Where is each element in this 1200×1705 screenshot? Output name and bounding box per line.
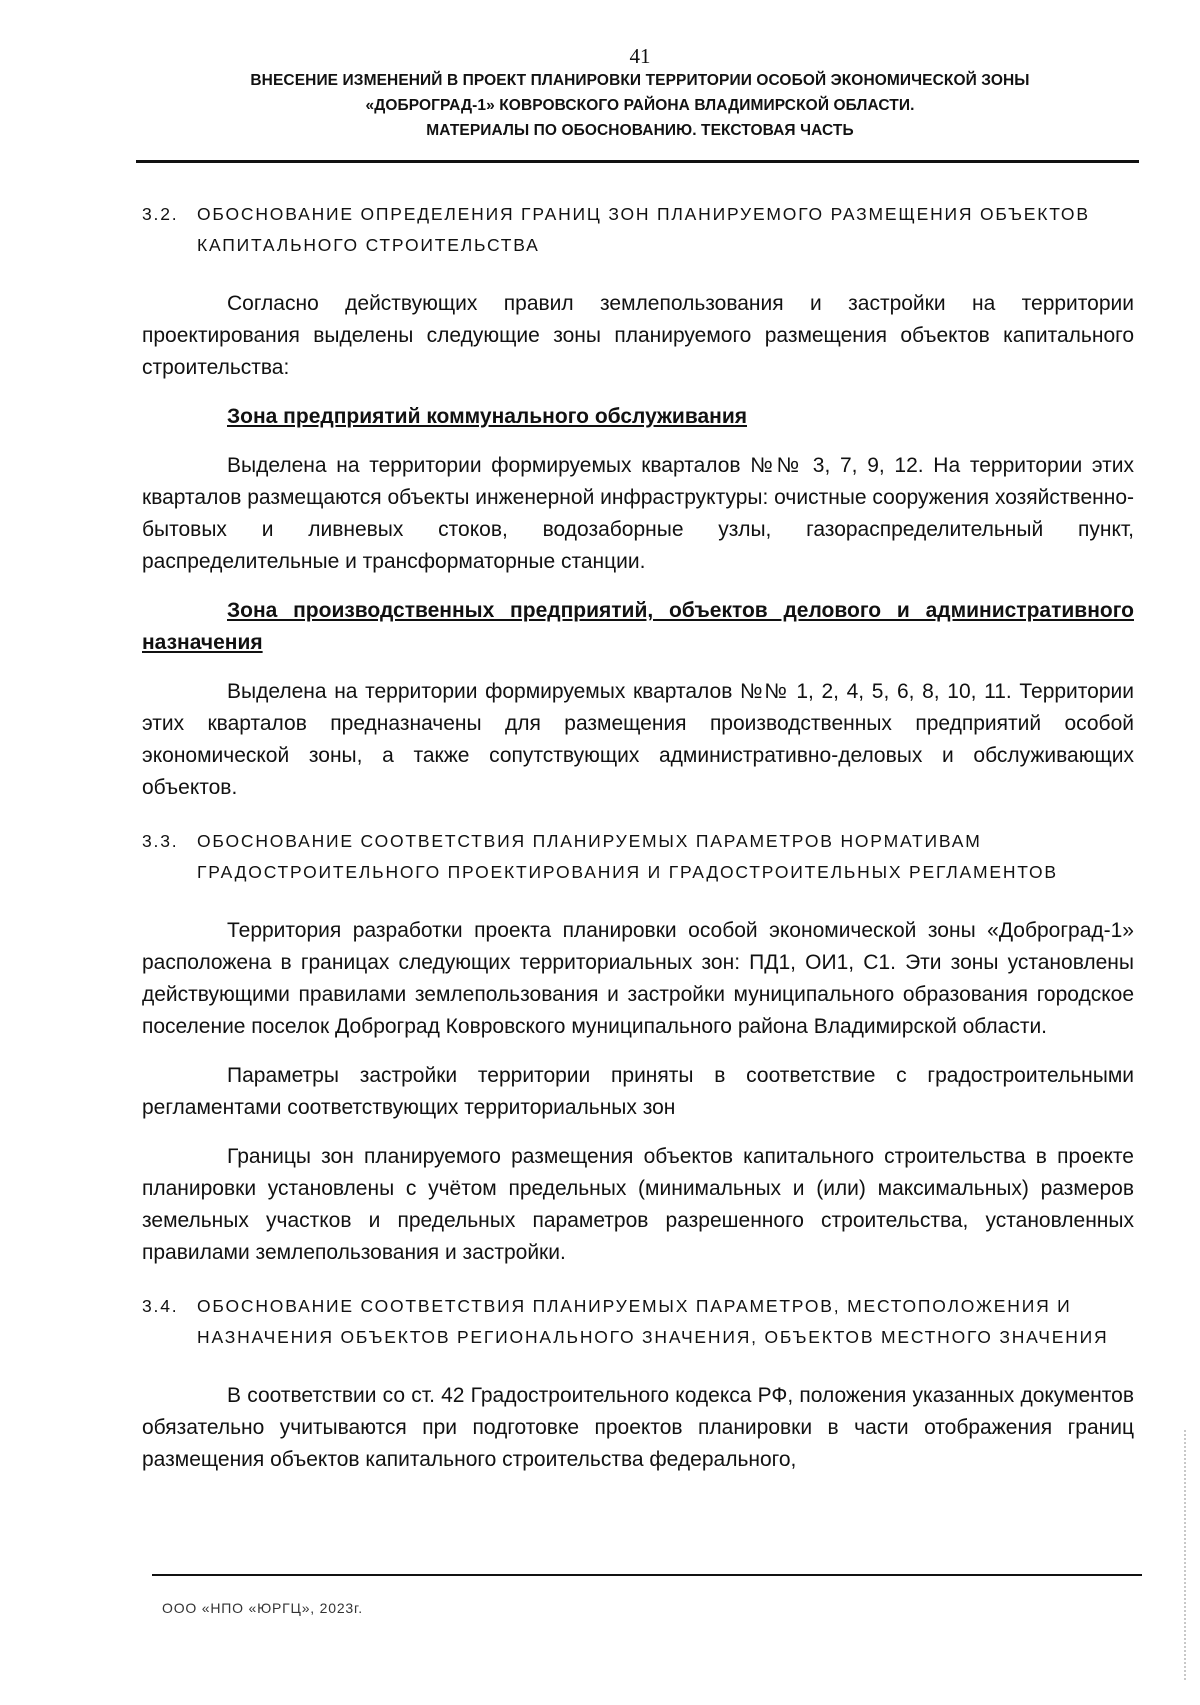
paragraph-parameters: Параметры застройки территории приняты в соответствие с градостроительными регламентами соответствующих территориальных зон (142, 1064, 1134, 1119)
footer-divider (152, 1574, 1142, 1576)
paragraph-territory: Территория разработки проекта планировки особой экономической зоны «Доброград-1» расположена в границах следующих территориальных зон: ПД1, ОИ1, С1. Эти зоны установлены действующими правилами землепользования и застройки муниципального образования городское поселение поселок Доброград Ковровского муниципального района Владимирской области. (142, 919, 1134, 1038)
section-title: ОБОСНОВАНИЕ СООТВЕТСТВИЯ ПЛАНИРУЕМЫХ ПАРАМЕТРОВ, МЕСТОПОЛОЖЕНИЯ И НАЗНАЧЕНИЯ ОБЪЕКТОВ РЕГИОНАЛЬНОГО ЗНАЧЕНИЯ, ОБЪЕКТОВ МЕСТНОГО ЗНАЧЕНИЯ (197, 1296, 1109, 1347)
paragraph-zone-utilities: Выделена на территории формируемых кварталов №№ 3, 7, 9, 12. На территории этих кварталов размещаются объекты инженерной инфраструктуры: очистные сооружения хозяйственно-бытовых и ливневых стоков, водозаборные узлы, газораспределительный пункт, распределительные и трансформаторные станции. (142, 454, 1134, 573)
section-number: 3.3. (142, 831, 179, 851)
section-number: 3.2. (142, 204, 179, 224)
section-title: ОБОСНОВАНИЕ СООТВЕТСТВИЯ ПЛАНИРУЕМЫХ ПАРАМЕТРОВ НОРМАТИВАМ ГРАДОСТРОИТЕЛЬНОГО ПРОЕКТИРОВАНИЯ И ГРАДОСТРОИТЕЛЬНЫХ РЕГЛАМЕНТОВ (197, 831, 1058, 882)
document-header (140, 68, 1140, 143)
zone-heading-utilities: Зона предприятий коммунального обслуживания (227, 405, 747, 428)
header-line-2: «ДОБРОГРАД-1» КОВРОВСКОГО РАЙОНА ВЛАДИМИРСКОЙ ОБЛАСТИ. (365, 97, 915, 114)
section-heading-3-3 (142, 826, 1134, 888)
page-number: 41 (629, 44, 651, 68)
footer-company: ООО «НПО «ЮРГЦ», 2023г. (162, 1600, 363, 1616)
paragraph-zone-industrial: Выделена на территории формируемых кварталов №№ 1, 2, 4, 5, 6, 8, 10, 11. Территории этих кварталов предназначены для размещения производственных предприятий особой экономической зоны, а также сопутствующих административно-деловых и обслуживающих объектов. (142, 680, 1134, 799)
header-line-3: МАТЕРИАЛЫ ПО ОБОСНОВАНИЮ. ТЕКСТОВАЯ ЧАСТЬ (426, 122, 854, 139)
section-number: 3.4. (142, 1296, 179, 1316)
zone-heading-industrial: Зона производственных предприятий, объектов делового и административного назначения (142, 599, 1134, 654)
document-body (142, 199, 1134, 1476)
scan-edge-artifact (1184, 1430, 1186, 1680)
paragraph-intro: Согласно действующих правил землепользования и застройки на территории проектирования выделены следующие зоны планируемого размещения объектов капитального строительства: (142, 292, 1134, 379)
section-heading-3-4 (142, 1291, 1134, 1353)
header-divider (136, 160, 1139, 163)
paragraph-code-article: В соответствии со ст. 42 Градостроительного кодекса РФ, положения указанных документов обязательно учитываются при подготовке проектов планировки в части отображения границ размещения объектов капитального строительства федерального, (142, 1384, 1134, 1471)
section-title: ОБОСНОВАНИЕ ОПРЕДЕЛЕНИЯ ГРАНИЦ ЗОН ПЛАНИРУЕМОГО РАЗМЕЩЕНИЯ ОБЪЕКТОВ КАПИТАЛЬНОГО СТРОИТЕЛЬСТВА (197, 204, 1090, 255)
paragraph-boundaries: Границы зон планируемого размещения объектов капитального строительства в проекте планировки установлены с учётом предельных (минимальных и (или) максимальных) размеров земельных участков и предельных параметров разрешенного строительства, установленных правилами землепользования и застройки. (142, 1145, 1134, 1264)
header-line-1: ВНЕСЕНИЕ ИЗМЕНЕНИЙ В ПРОЕКТ ПЛАНИРОВКИ ТЕРРИТОРИИ ОСОБОЙ ЭКОНОМИЧЕСКОЙ ЗОНЫ (250, 72, 1030, 89)
section-heading-3-2 (142, 199, 1134, 261)
